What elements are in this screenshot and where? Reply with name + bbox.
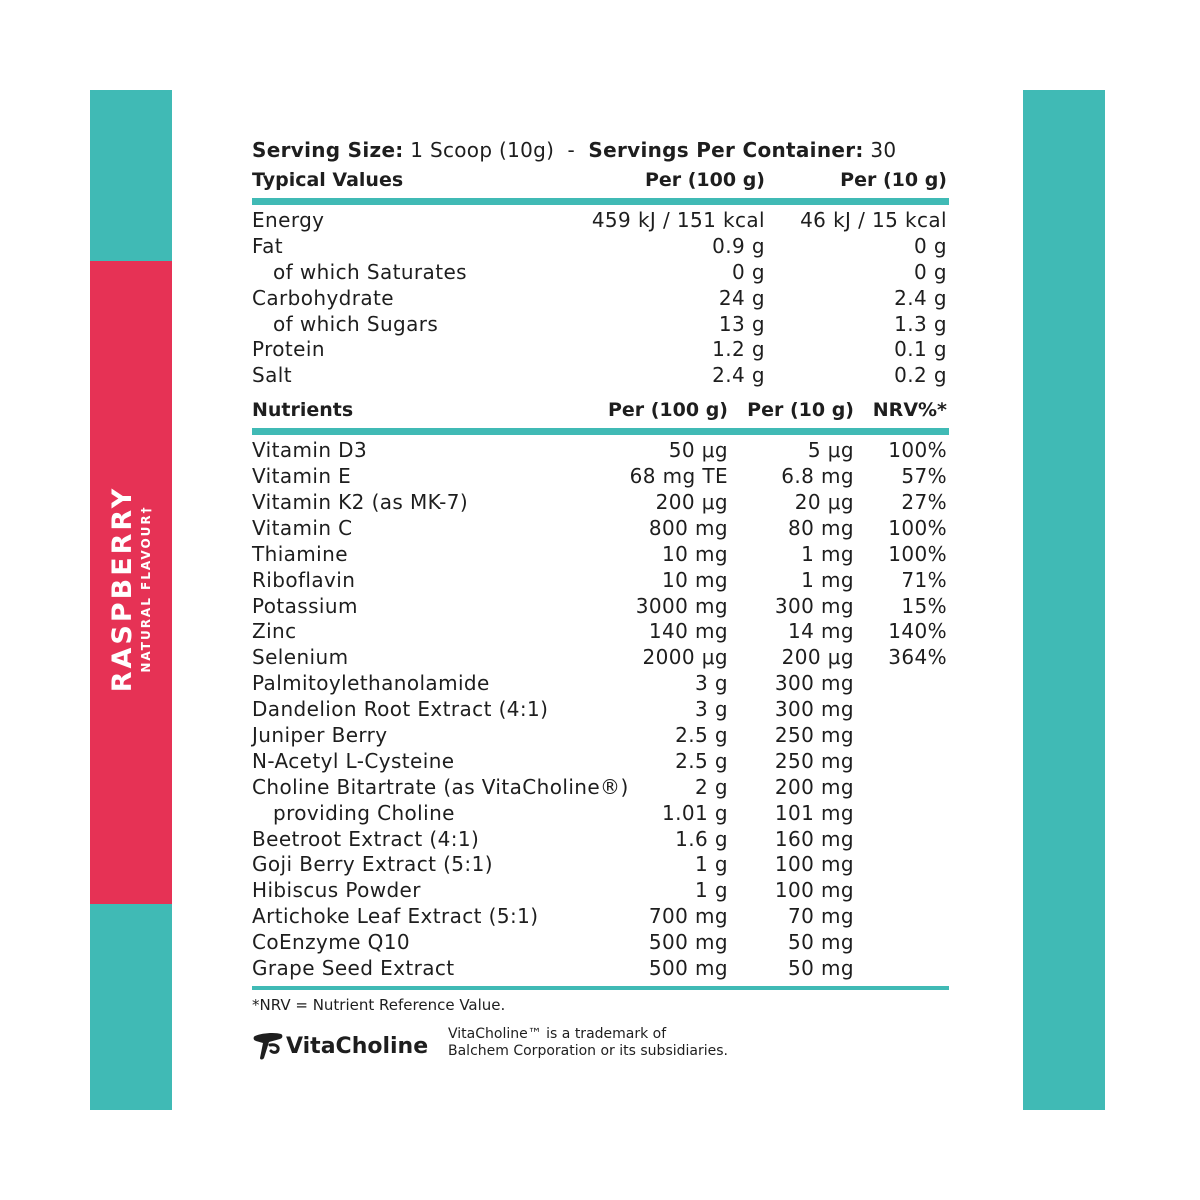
per-10g-value: 100 mg <box>774 878 854 903</box>
typical-values-row <box>252 207 949 233</box>
nutrients-heading: Nutrients <box>252 399 354 422</box>
trademark-line-2: Balchem Corporation or its subsidiaries. <box>448 1043 728 1059</box>
per-10g-value: 1 mg <box>801 567 854 592</box>
typical-values-row <box>252 336 949 362</box>
per-100g-value: 700 mg <box>648 904 728 929</box>
per-10g-value: 100 mg <box>774 852 854 877</box>
nutrient-row <box>252 463 949 489</box>
per-100g-heading: Per (100 g) <box>644 169 765 191</box>
per-100g-value: 200 μg <box>655 490 728 515</box>
per-10g-value: 5 μg <box>807 438 854 463</box>
nrv-value: 71% <box>901 567 947 592</box>
nutrient-row <box>252 851 949 877</box>
nutrient-name: Dandelion Root Extract (4:1) <box>252 697 549 722</box>
nutrient-name: Vitamin E <box>252 464 352 489</box>
nutrient-name: Carbohydrate <box>252 285 395 310</box>
nutrient-name: Hibiscus Powder <box>252 878 421 903</box>
nutrient-name: providing Choline <box>273 800 455 825</box>
nutrient-row <box>252 644 949 670</box>
per-10g-value: 300 mg <box>774 697 854 722</box>
per-100g-value: 3000 mg <box>635 593 728 618</box>
nutrient-name: Beetroot Extract (4:1) <box>252 826 480 851</box>
per-10g-value: 160 mg <box>774 826 854 851</box>
nrv-value: 57% <box>901 464 947 489</box>
typical-values-row <box>252 285 949 311</box>
per-100g-value: 500 mg <box>648 956 728 981</box>
vitacholine-logo-icon <box>252 1031 286 1061</box>
per-100g-value: 10 mg <box>662 541 728 566</box>
per-100g-value: 1.01 g <box>662 800 728 825</box>
per-10g-value: 14 mg <box>788 619 854 644</box>
nutrient-name: Energy <box>252 208 325 232</box>
header-rule <box>252 198 949 205</box>
nutrition-panel <box>252 136 949 1014</box>
per-10g-value: 50 mg <box>788 956 854 981</box>
nutrient-name: Palmitoylethanolamide <box>252 671 490 696</box>
per-100g-value: 2000 μg <box>642 645 728 670</box>
nutrient-name: Protein <box>252 337 325 362</box>
per-100g-value: 50 μg <box>668 438 728 463</box>
per-100g-value: 68 mg TE <box>629 464 728 489</box>
nutrient-row <box>252 748 949 774</box>
nutrient-name: Thiamine <box>252 541 348 566</box>
per-10g-value: 250 mg <box>774 723 854 748</box>
nutrient-row <box>252 696 949 722</box>
per-10g-value: 50 mg <box>788 930 854 955</box>
nutrient-name: Artichoke Leaf Extract (5:1) <box>252 904 539 929</box>
typical-values-table <box>252 205 949 388</box>
per-100g-value: 13 g <box>718 311 765 336</box>
flavour-label <box>108 486 154 693</box>
trademark-note <box>448 1026 728 1060</box>
flavour-name: RASPBERRY <box>107 485 138 693</box>
nutrient-name: CoEnzyme Q10 <box>252 930 410 955</box>
per-10g-value: 2.4 g <box>894 285 947 310</box>
nrv-value: 100% <box>888 541 947 566</box>
per-10g-heading: Per (10 g) <box>840 169 947 191</box>
nutrient-name: Riboflavin <box>252 567 356 592</box>
per-100g-value: 10 mg <box>662 567 728 592</box>
nutrient-row <box>252 800 949 826</box>
vitacholine-logo-text: VitaCholine <box>286 1034 429 1059</box>
nrv-value: 15% <box>901 593 947 618</box>
per-10g-value: 6.8 mg <box>781 464 854 489</box>
per-100g-value: 2.4 g <box>712 363 765 388</box>
nutrient-row <box>252 541 949 567</box>
per-10g-value: 1 mg <box>801 541 854 566</box>
per-100g-value: 3 g <box>695 697 728 722</box>
nrv-value: 140% <box>888 619 947 644</box>
per-100g-value: 1 g <box>695 878 728 903</box>
nutrient-name: N-Acetyl L-Cysteine <box>252 748 455 773</box>
nutrient-row <box>252 618 949 644</box>
per-10g-value: 46 kJ / 15 kcal <box>800 208 947 232</box>
nutrient-name: of which Sugars <box>273 311 439 336</box>
nutrient-name: Goji Berry Extract (5:1) <box>252 852 493 877</box>
per-10g-value: 300 mg <box>774 593 854 618</box>
per-10g-value: 200 μg <box>781 645 854 670</box>
per-100g-value: 1.6 g <box>675 826 728 851</box>
typical-values-heading: Typical Values <box>252 169 404 191</box>
per-100g-value: 459 kJ / 151 kcal <box>591 208 765 232</box>
per-10g-value: 70 mg <box>788 904 854 929</box>
nutrient-name: Vitamin K2 (as MK-7) <box>252 490 469 515</box>
nutrient-name: Fat <box>252 233 283 258</box>
nutrients-per-10g-heading: Per (10 g) <box>747 399 854 422</box>
nrv-value: 100% <box>888 515 947 540</box>
per-10g-value: 1.3 g <box>894 311 947 336</box>
per-100g-value: 140 mg <box>648 619 728 644</box>
serving-size-label: Serving Size: <box>252 138 404 162</box>
nutrient-row <box>252 826 949 852</box>
typical-values-row <box>252 259 949 285</box>
vitacholine-trademark-block <box>252 1025 952 1065</box>
nutrient-row <box>252 593 949 619</box>
per-10g-value: 250 mg <box>774 748 854 773</box>
bottom-rule <box>252 986 949 990</box>
nrv-value: 100% <box>888 438 947 463</box>
per-10g-value: 80 mg <box>788 515 854 540</box>
serving-size-value: 1 Scoop (10g) - <box>403 138 589 162</box>
per-100g-value: 800 mg <box>648 515 728 540</box>
nutrient-row <box>252 437 949 463</box>
per-10g-value: 0 g <box>914 233 947 258</box>
nutrient-row <box>252 955 949 981</box>
nutrients-per-100g-heading: Per (100 g) <box>607 399 728 422</box>
nutrient-name: Selenium <box>252 645 349 670</box>
per-100g-value: 24 g <box>718 285 765 310</box>
nutrient-name: Vitamin D3 <box>252 438 368 463</box>
per-100g-value: 1.2 g <box>712 337 765 362</box>
per-10g-value: 20 μg <box>794 490 854 515</box>
per-100g-value: 2.5 g <box>675 748 728 773</box>
nrv-value: 27% <box>901 490 947 515</box>
per-10g-value: 0.2 g <box>894 363 947 388</box>
nutrient-name: of which Saturates <box>273 259 467 284</box>
nutrient-name: Potassium <box>252 593 358 618</box>
typical-values-row <box>252 362 949 388</box>
per-100g-value: 500 mg <box>648 930 728 955</box>
per-100g-value: 1 g <box>695 852 728 877</box>
nutrient-row <box>252 567 949 593</box>
per-10g-value: 200 mg <box>774 774 854 799</box>
per-100g-value: 3 g <box>695 671 728 696</box>
nutrient-row <box>252 670 949 696</box>
nutrient-row <box>252 929 949 955</box>
nutrient-name: Choline Bitartrate (as VitaCholine®) <box>252 774 629 799</box>
nutrient-row <box>252 877 949 903</box>
per-100g-value: 2 g <box>695 774 728 799</box>
nutrient-name: Vitamin C <box>252 515 353 540</box>
nrv-value: 364% <box>888 645 947 670</box>
nutrients-header-rule <box>252 428 949 435</box>
nutrient-row <box>252 489 949 515</box>
nutrient-name: Salt <box>252 363 292 388</box>
nutrient-row <box>252 774 949 800</box>
nutrient-row <box>252 903 949 929</box>
per-100g-value: 0 g <box>732 259 765 284</box>
trademark-line-1: VitaCholine™ is a trademark of <box>448 1026 667 1042</box>
typical-values-header <box>252 164 949 198</box>
nutrient-name: Juniper Berry <box>252 723 388 748</box>
servings-per-container-label: Servings Per Container: <box>588 138 864 162</box>
typical-values-row <box>252 311 949 337</box>
per-10g-value: 300 mg <box>774 671 854 696</box>
nutrient-row <box>252 722 949 748</box>
nrv-footnote: *NRV = Nutrient Reference Value. <box>252 995 506 1014</box>
per-10g-value: 0.1 g <box>894 337 947 362</box>
typical-values-row <box>252 233 949 259</box>
nutrients-table <box>252 435 949 981</box>
servings-per-container-value: 30 <box>863 138 897 162</box>
nutrient-row <box>252 515 949 541</box>
nutrient-name: Grape Seed Extract <box>252 956 455 981</box>
per-10g-value: 101 mg <box>774 800 854 825</box>
nutrients-header <box>252 394 949 428</box>
per-10g-value: 0 g <box>914 259 947 284</box>
nutrient-name: Zinc <box>252 619 297 644</box>
serving-info <box>252 136 949 164</box>
per-100g-value: 2.5 g <box>675 723 728 748</box>
right-color-stripe <box>1023 90 1105 1110</box>
flavour-descriptor: NATURAL FLAVOUR† <box>139 505 153 673</box>
nrv-heading: NRV%* <box>872 399 947 422</box>
per-100g-value: 0.9 g <box>712 233 765 258</box>
